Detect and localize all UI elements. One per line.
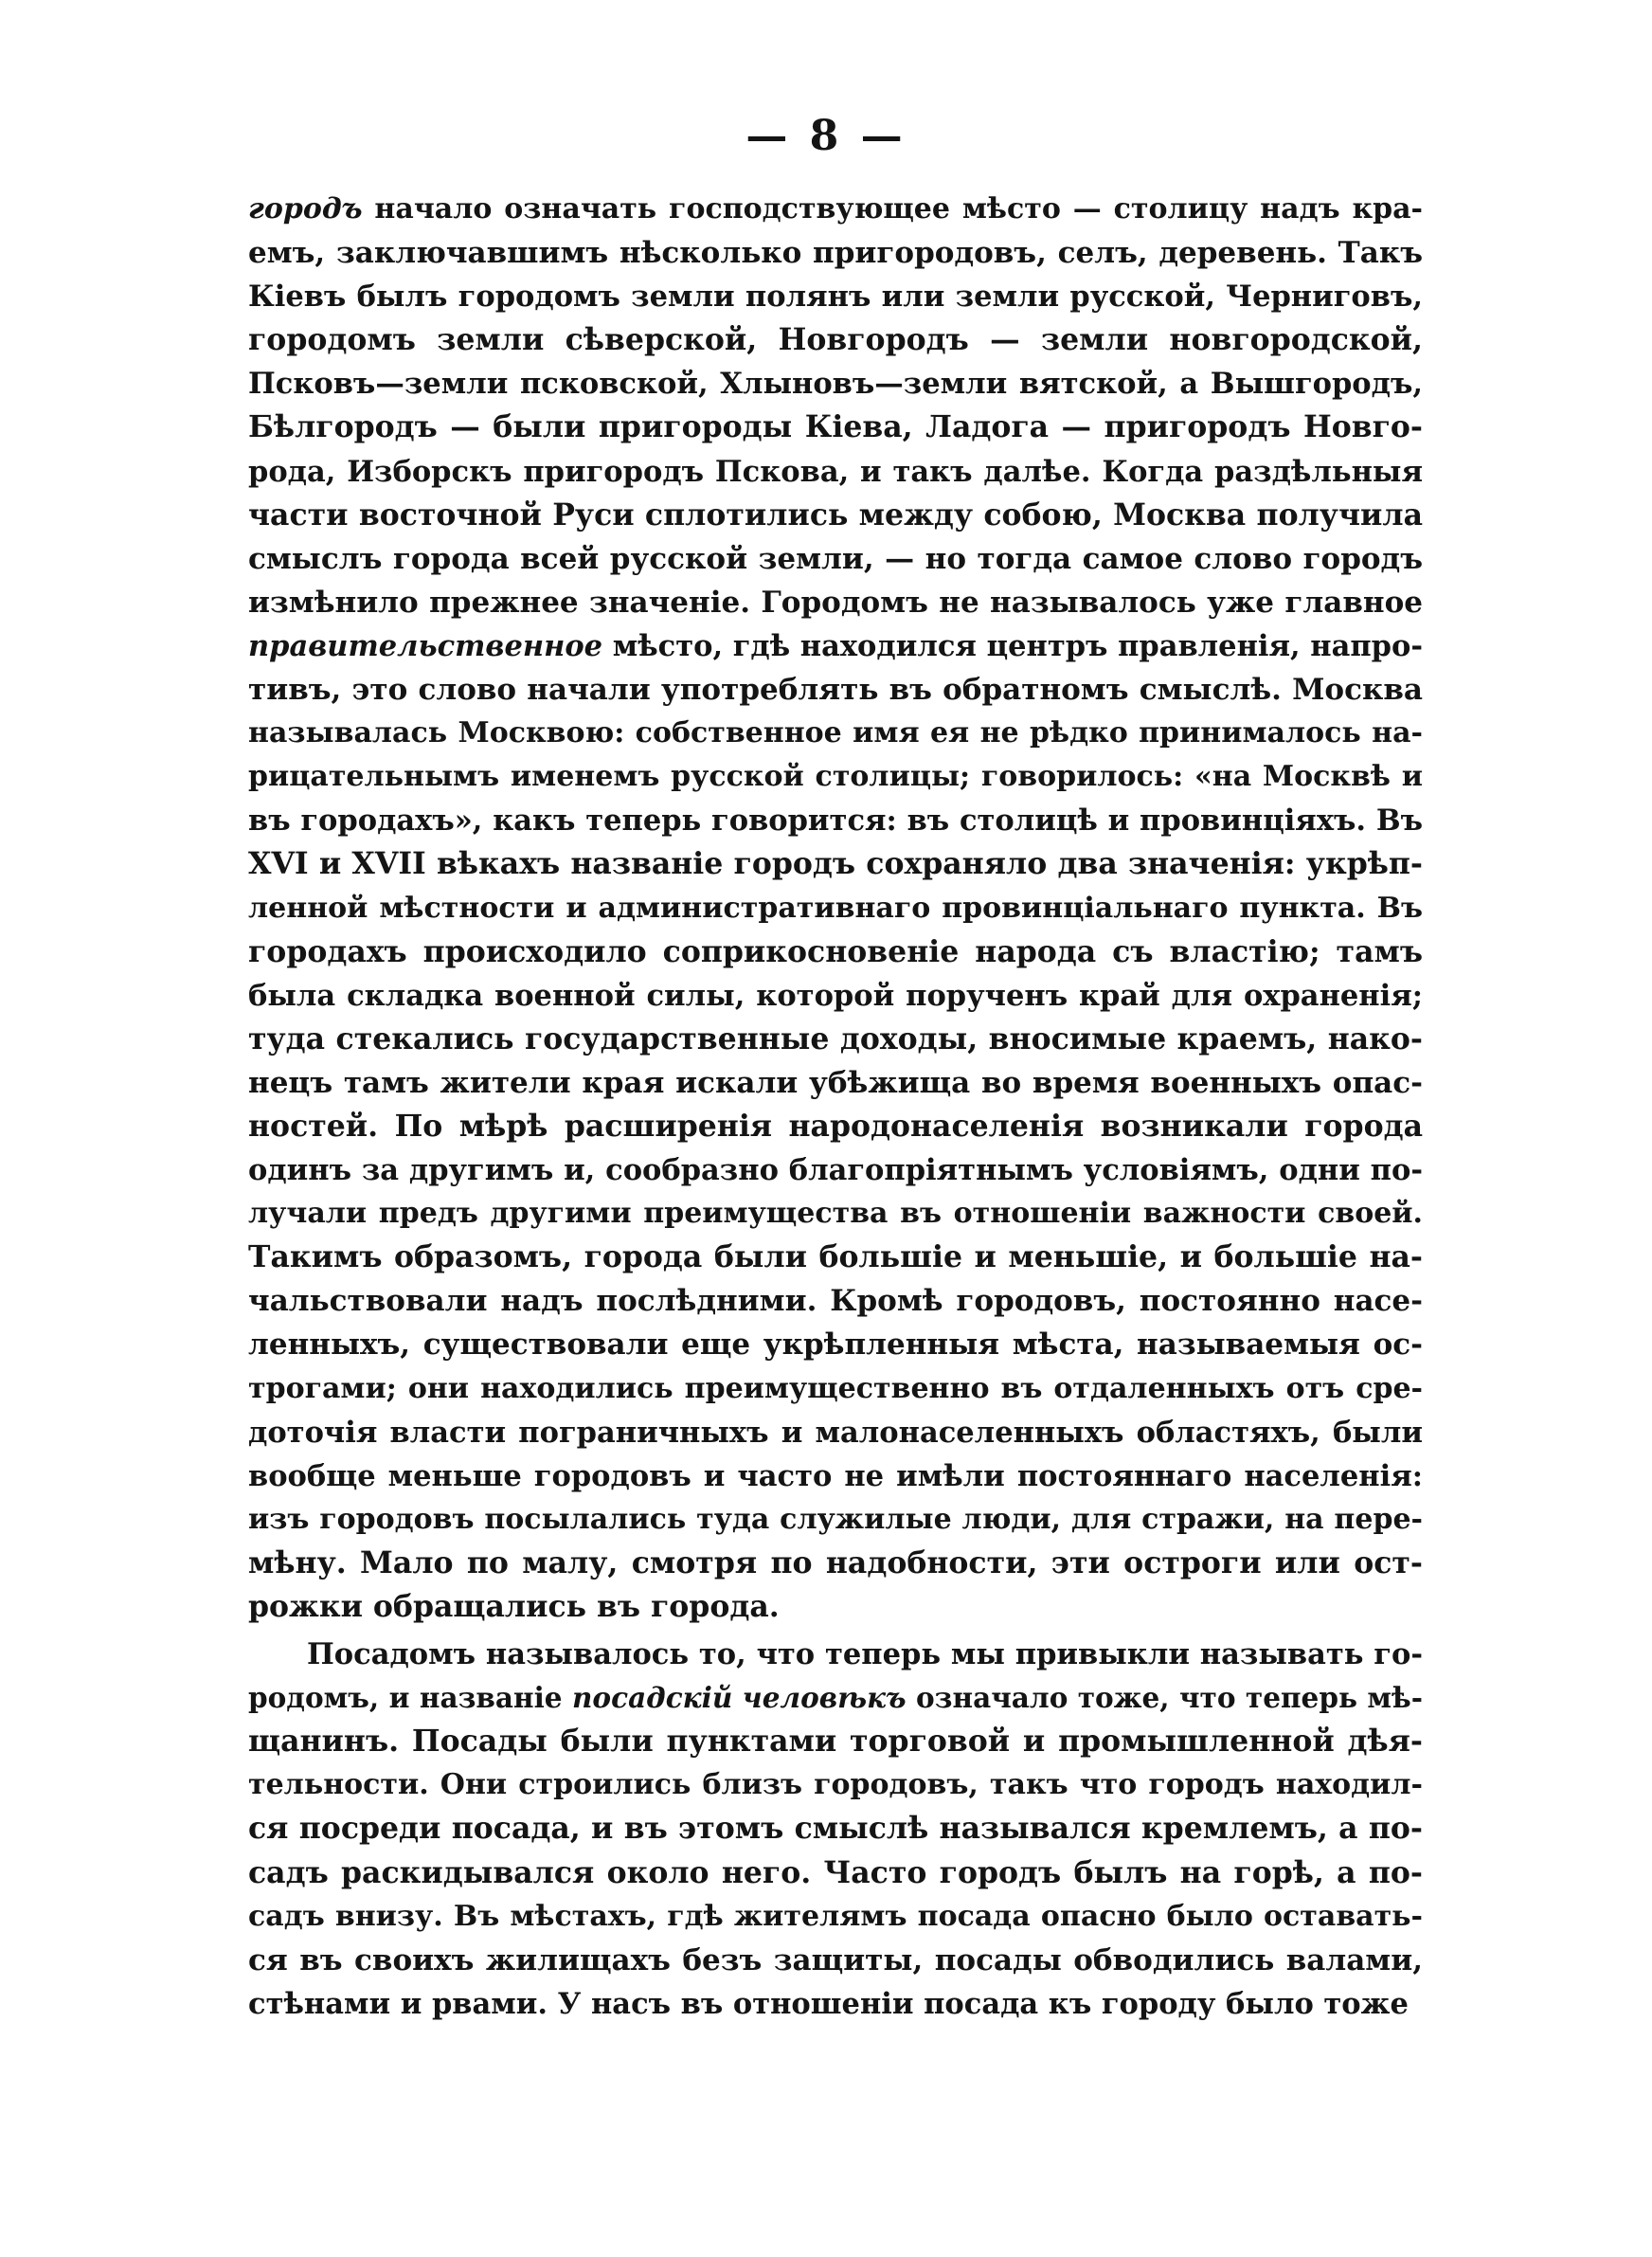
text-segment: части восточной Руси сплотились между собою, Москва получила [248, 497, 1423, 533]
text-line [248, 799, 1423, 842]
text-line [248, 231, 1423, 275]
text-line [248, 930, 1423, 974]
text-line [248, 1411, 1423, 1454]
text-segment: ся въ своихъ жилищахъ безъ защиты, посады обводились валами, [248, 1942, 1423, 1977]
text-segment: означало тоже, что теперь мѣ- [906, 1681, 1423, 1715]
text-segment: Бѣлгородъ — были пригороды Кіева, Ладога — пригородъ Новго- [248, 409, 1423, 445]
italic-term: городъ [248, 192, 363, 226]
text-line [248, 1851, 1423, 1895]
text-segment: ся посреди посада, и въ этомъ смыслѣ назывался кремлемъ, а по- [248, 1811, 1423, 1847]
text-line [248, 581, 1423, 624]
text-line [248, 362, 1423, 406]
text-line [248, 1148, 1423, 1192]
text-segment: нецъ тамъ жители края искали убѣжища во время военныхъ опас- [248, 1065, 1423, 1100]
text-line [248, 624, 1423, 668]
italic-term: посадскій человѣкъ [571, 1681, 907, 1715]
text-segment: ленной мѣстности и административнаго провинціальнаго пункта. Въ [248, 891, 1423, 925]
text-line [248, 1192, 1423, 1236]
text-segment: Кіевъ былъ городомъ земли полянъ или земли русской, Черниговъ, [248, 280, 1423, 315]
text-segment: вообще меньше городовъ и часто не имѣли постояннаго населенія: [248, 1458, 1423, 1493]
text-segment: въ городахъ», какъ теперь говорится: въ столицѣ и провинціяхъ. Въ [248, 803, 1423, 839]
text-segment: рода, Изборскъ пригородъ Пскова, и такъ далѣе. Когда раздѣльныя [248, 454, 1423, 489]
text-segment: смыслъ города всей русской земли, — но тогда самое слово городъ [248, 541, 1423, 576]
text-segment: ностей. По мѣрѣ расширенія народонаселенія возникали города [248, 1108, 1423, 1144]
text-segment: лучали предъ другими преимущества въ отношеніи важности своей. [248, 1197, 1423, 1231]
text-segment: мѣну. Мало по малу, смотря по надобности, эти остроги или ост- [248, 1544, 1423, 1580]
text-segment: городомъ земли сѣверской, Новгородъ — земли новгородской, [248, 322, 1423, 358]
paragraph [248, 1633, 1423, 2026]
text-segment: трогами; они находились преимущественно въ отдаленныхъ отъ сре- [248, 1371, 1423, 1405]
text-line [248, 1279, 1423, 1323]
text-segment: одинъ за другимъ и, сообразно благопріятнымъ условіямъ, одни по- [248, 1153, 1423, 1188]
text-line [248, 1633, 1423, 1676]
text-line [248, 1323, 1423, 1366]
text-segment: городахъ происходило соприкосновеніе народа съ властію; тамъ [248, 933, 1423, 969]
text-segment: емъ, заключавшимъ нѣсколько пригородовъ, селъ, деревень. Такъ [248, 236, 1423, 271]
text-line [248, 974, 1423, 1018]
text-segment: рицательнымъ именемъ русской столицы; говорилось: «на Москвѣ и [248, 760, 1423, 794]
text-segment: начало означать господствующее мѣсто — столицу надъ кра- [362, 192, 1423, 226]
text-segment: Посадомъ называлось то, что теперь мы привыкли называть го- [307, 1637, 1423, 1672]
page-number: — 8 — [745, 112, 907, 160]
text-segment: туда стекались государственные доходы, вносимые краемъ, нако- [248, 1020, 1423, 1056]
text-line [248, 887, 1423, 930]
text-line [248, 1454, 1423, 1498]
text-line [248, 1105, 1423, 1148]
text-segment: мѣсто, гдѣ находился центръ правленія, напро- [602, 628, 1424, 663]
text-line [248, 275, 1423, 318]
text-line [248, 406, 1423, 449]
text-segment: Такимъ образомъ, города были большіе и меньшіе, и большіе на- [248, 1239, 1423, 1275]
text-line [248, 1585, 1423, 1629]
text-segment: доточія власти пограничныхъ и малонаселенныхъ областяхъ, были [248, 1415, 1423, 1450]
text-segment: изъ городовъ посылались туда служилые люди, для стражи, на пере- [248, 1502, 1423, 1536]
text-segment: садъ раскидывался около него. Часто городъ былъ на горѣ, а по- [248, 1854, 1423, 1890]
text-segment: рожки обращались въ города. [248, 1589, 780, 1624]
text-segment: тивъ, это слово начали употреблять въ обратномъ смыслѣ. Москва [248, 673, 1423, 708]
text-line [248, 494, 1423, 537]
text-line [248, 668, 1423, 712]
text-line [248, 1236, 1423, 1279]
text-segment: садъ внизу. Въ мѣстахъ, гдѣ жителямъ посада опасно было оставать- [248, 1899, 1423, 1933]
text-line [248, 1895, 1423, 1939]
text-line [248, 1720, 1423, 1763]
text-line [248, 842, 1423, 886]
text-segment: щанинъ. Посады были пунктами торговой и промышленной дѣя- [248, 1724, 1423, 1760]
paragraph [248, 188, 1423, 1629]
text-line [248, 188, 1423, 231]
text-segment: была складка военной силы, которой порученъ край для охраненія; [248, 978, 1423, 1013]
text-line [248, 1676, 1423, 1720]
text-line [248, 318, 1423, 362]
text-line [248, 537, 1423, 581]
text-line [248, 755, 1423, 799]
text-segment: стѣнами и рвами. У насъ въ отношеніи посада къ городу было тоже [248, 1986, 1409, 2021]
text-segment: Псковъ—земли псковской, Хлыновъ—земли вятской, а Вышгородъ, [248, 367, 1423, 402]
text-segment: тельности. Они строились близъ городовъ, такъ что городъ находил- [248, 1768, 1423, 1802]
text-segment: родомъ, и названіе [248, 1681, 572, 1715]
text-segment: чальствовали надъ послѣдними. Кромѣ городовъ, постоянно насе- [248, 1284, 1423, 1319]
text-segment: называлась Москвою: собственное имя ея не рѣдко принималось на- [248, 716, 1423, 750]
text-line [248, 1939, 1423, 1982]
text-segment: XVI и XVII вѣкахъ названіе городъ сохраняло два значенія: укрѣп- [248, 846, 1423, 882]
text-line [248, 1367, 1423, 1411]
text-line [248, 1807, 1423, 1851]
text-line [248, 1498, 1423, 1542]
text-line [248, 1061, 1423, 1105]
body-text [248, 188, 1423, 2026]
text-segment: ленныхъ, существовали еще укрѣпленныя мѣста, называемыя ос- [248, 1327, 1423, 1363]
text-line [248, 1982, 1423, 2026]
text-line [248, 1018, 1423, 1061]
italic-term: правительственное [248, 628, 603, 663]
text-segment: измѣнило прежнее значеніе. Городомъ не называлось уже главное [248, 585, 1423, 620]
text-line [248, 712, 1423, 755]
text-line [248, 1763, 1423, 1807]
text-line [248, 1542, 1423, 1585]
text-line [248, 450, 1423, 494]
